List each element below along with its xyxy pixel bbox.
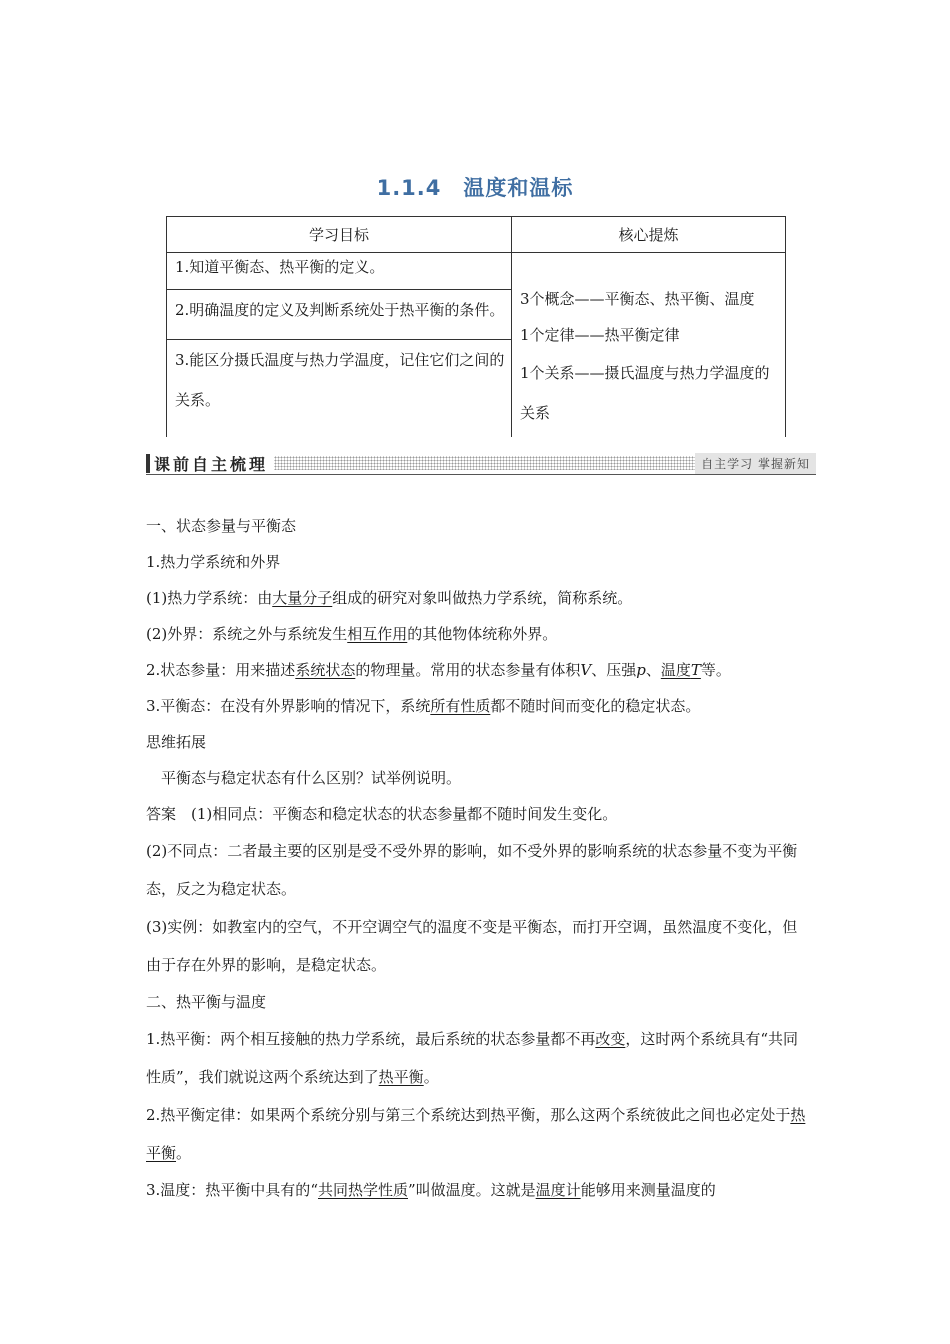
blank-answer: 温度T: [660, 661, 701, 679]
header-learning-goals: 学习目标: [167, 217, 512, 253]
goal-3: 3.能区分摄氏温度与热力学温度，记住它们之间的关系。: [167, 339, 512, 437]
section-1-item-2: 2.状态参量：用来描述系统状态的物理量。常用的状态参量有体积V、压强p、温度T等。: [146, 661, 731, 679]
section-2-item-2: 2.热平衡定律：如果两个系统分别与第三个系统达到热平衡，那么这两个系统彼此之间也必定处于热平衡。: [146, 1106, 806, 1162]
blank-answer: 热平衡: [378, 1068, 424, 1086]
header-core-points: 核心提炼: [512, 217, 786, 253]
blank-answer: 大量分子: [272, 589, 333, 607]
core-point-3: 1个关系——摄氏温度与热力学温度的关系: [520, 364, 770, 422]
core-point-2: 1个定律——热平衡定律: [520, 326, 680, 344]
section-2-item-1: 1.热平衡：两个相互接触的热力学系统，最后系统的状态参量都不再改变，这时两个系统具有“共同性质”，我们就说这两个系统达到了热平衡。: [146, 1030, 799, 1086]
section-1-item-1b: (2)外界：系统之外与系统发生相互作用的其他物体统称外界。: [146, 625, 558, 643]
goal-1: 1.知道平衡态、热平衡的定义。: [167, 253, 512, 290]
blank-answer: 改变: [595, 1030, 626, 1048]
banner-dot-pattern: [274, 456, 695, 470]
think-answer-2: (2)不同点：二者最主要的区别是受不受外界的影响，如不受外界的影响系统的状态参量不变为平衡态，反之为稳定状态。: [146, 842, 798, 898]
blank-answer: 所有性质: [430, 697, 491, 715]
think-answer-3: (3)实例：如教室内的空气，不开空调空气的温度不变是平衡态，而打开空调，虽然温度不变化，但由于存在外界的影响，是稳定状态。: [146, 918, 798, 974]
think-heading: 思维拓展: [146, 733, 207, 751]
blank-answer: 共同热学性质: [317, 1181, 408, 1199]
blank-answer: 相互作用: [347, 625, 408, 643]
section-1-item-1: 1.热力学系统和外界: [146, 553, 281, 571]
section-1-heading: 一、状态参量与平衡态: [146, 517, 297, 535]
banner-bar: [146, 454, 150, 473]
blank-answer: 系统状态: [295, 661, 356, 679]
banner-subtitle: 自主学习 掌握新知: [695, 453, 816, 474]
section-banner: [146, 452, 816, 475]
core-point-1: 3个概念——平衡态、热平衡、温度: [520, 290, 755, 308]
table-header-row: [167, 217, 786, 253]
think-question: 平衡态与稳定状态有什么区别？试举例说明。: [161, 769, 462, 787]
learning-goals-table: [166, 216, 786, 437]
table-row: [167, 253, 786, 290]
banner-title: 课前自主梳理: [154, 454, 269, 474]
section-1-item-3: 3.平衡态：在没有外界影响的情况下，系统所有性质都不随时间而变化的稳定状态。: [146, 697, 701, 715]
blank-answer: 温度计: [535, 1181, 581, 1199]
blank-answer: 热平衡: [146, 1106, 806, 1162]
section-2-heading: 二、热平衡与温度: [146, 993, 267, 1011]
section-2-item-3: 3.温度：热平衡中具有的“共同热学性质”叫做温度。这就是温度计能够用来测量温度的: [146, 1181, 716, 1199]
section-1-item-1a: (1)热力学系统：由大量分子组成的研究对象叫做热力学系统，简称系统。: [146, 589, 633, 607]
think-answer-1: 答案 (1)相同点：平衡态和稳定状态的状态参量都不随时间发生变化。: [146, 805, 618, 823]
core-points-cell: [512, 253, 786, 438]
goal-2: 2.明确温度的定义及判断系统处于热平衡的条件。: [167, 290, 512, 340]
page-title: 1.1.4 温度和温标: [376, 176, 574, 200]
main-content: [146, 508, 810, 1208]
